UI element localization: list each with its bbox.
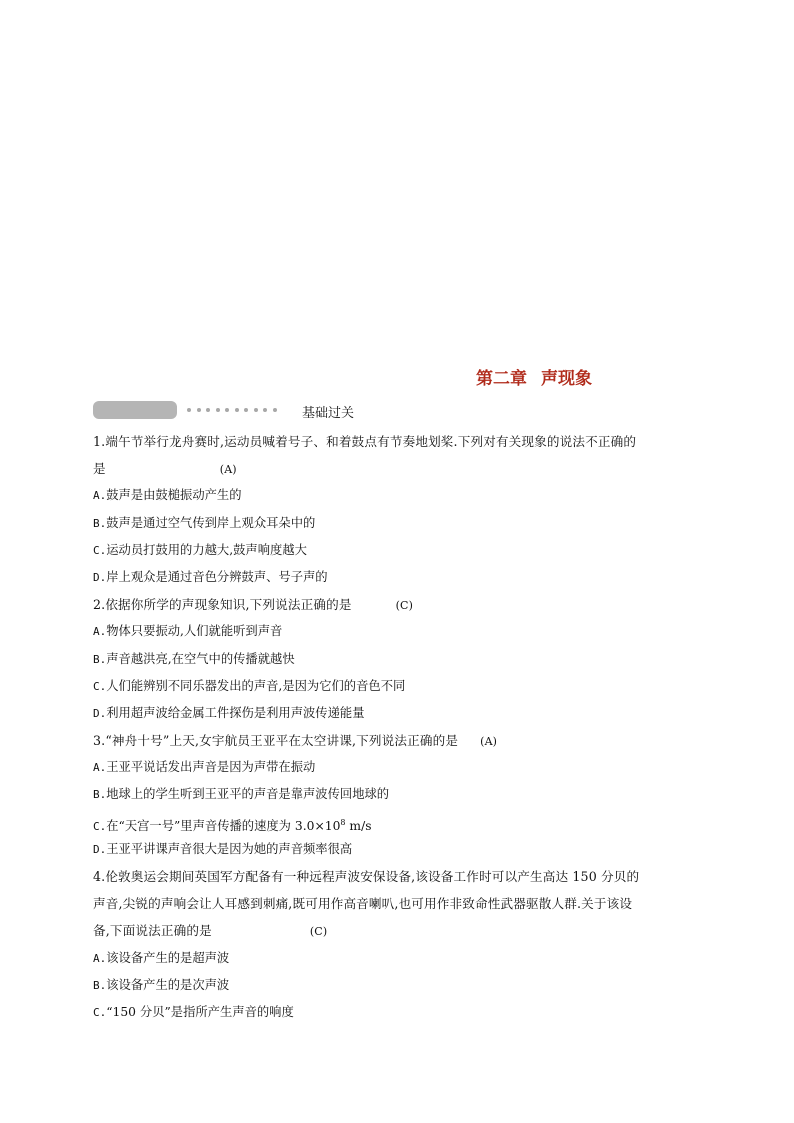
- question-2-answer: (C): [395, 599, 414, 613]
- question-list: [93, 428, 705, 1026]
- question-1-stem-line1: 1.端午节举行龙舟赛时,运动员喊着号子、和着鼓点有节奏地划桨.下列对有关现象的说法不正确的: [93, 434, 637, 449]
- question-4-stem-line1: 4.伦敦奥运会期间英国军方配备有一种远程声波安保设备,该设备工作时可以产生高达 150 分贝的: [93, 869, 640, 884]
- section-header: [93, 401, 373, 419]
- question-4-option-a: A.该设备产生的是超声波: [93, 950, 230, 965]
- question-3-option-b: B.地球上的学生听到王亚平的声音是靠声波传回地球的: [93, 787, 390, 802]
- question-1-option-d: D.岸上观众是通过音色分辨鼓声、号子声的: [93, 569, 328, 584]
- question-1-option-c: C.运动员打鼓用的力越大,鼓声响度越大: [93, 542, 307, 557]
- chapter-name: 声现象: [541, 369, 592, 389]
- question-2-option-b: B.声音越洪亮,在空气中的传播就越快: [93, 651, 295, 666]
- question-3-option-a: A.王亚平说话发出声音是因为声带在振动: [93, 760, 316, 775]
- question-4-option-c: C.“150 分贝”是指所产生声音的响度: [93, 1004, 294, 1019]
- question-4-answer: (C): [309, 925, 328, 939]
- question-4-stem-line2: 声音,尖锐的声响会让人耳感到刺痛,既可用作高音喇叭,也可用作非致命性武器驱散人群.关于该设: [93, 896, 633, 912]
- question-3-stem-line1: 3.“神舟十号”上天,女宇航员王亚平在太空讲课,下列说法正确的是 (A): [93, 733, 498, 749]
- question-2-option-c: C.人们能辨别不同乐器发出的声音,是因为它们的音色不同: [93, 678, 406, 693]
- exponent: 8: [340, 817, 346, 827]
- section-pill-decoration: [93, 401, 177, 419]
- question-2-option-a: A.物体只要振动,人们就能听到声音: [93, 624, 283, 639]
- question-3-answer: (A): [480, 735, 498, 749]
- question-1-option-b: B.鼓声是通过空气传到岸上观众耳朵中的: [93, 515, 316, 530]
- question-3: [93, 727, 705, 863]
- question-1-answer: (A): [219, 463, 237, 477]
- question-4-option-b: B.该设备产生的是次声波: [93, 977, 230, 992]
- question-1-stem-end: 是: [93, 461, 106, 477]
- question-1: [93, 428, 705, 591]
- question-1-option-a: A.鼓声是由鼓槌振动产生的: [93, 488, 242, 503]
- question-2-option-d: D.利用超声波给金属工件探伤是利用声波传递能量: [93, 705, 365, 720]
- question-4-stem-line3: 备,下面说法正确的是 (C): [93, 923, 328, 939]
- section-dots-decoration: [187, 408, 277, 412]
- section-label: 基础过关: [302, 406, 355, 421]
- question-2: [93, 591, 705, 727]
- question-4: [93, 863, 705, 1026]
- chapter-title: [476, 364, 592, 389]
- question-3-option-d: D.王亚平讲课声音很大是因为她的声音频率很高: [93, 841, 353, 856]
- question-3-option-c: C.在“天宫一号”里声音传播的速度为 $3.0\times 10^8$ m/s: [93, 817, 372, 833]
- chapter-number: 第二章: [476, 369, 527, 389]
- question-2-stem-line1: 2.依据你所学的声现象知识,下列说法正确的是 (C): [93, 597, 414, 613]
- question-1-stem-line2: [93, 455, 705, 482]
